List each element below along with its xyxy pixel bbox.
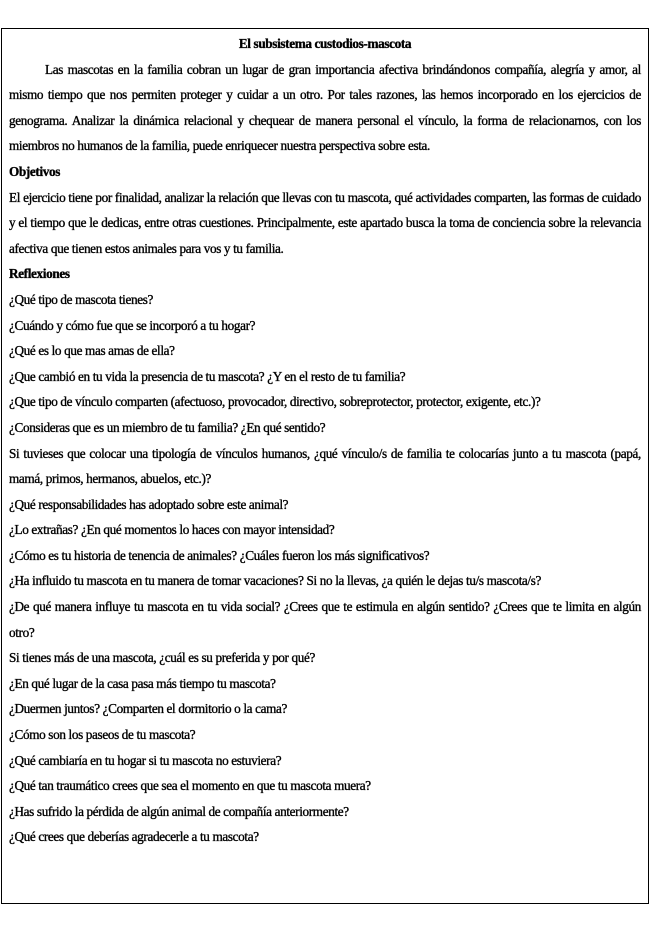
question-item: ¿Duermen juntos? ¿Comparten el dormitorio o la cama? [9,701,288,717]
question-item: ¿Cómo es tu historia de tenencia de animales? ¿Cuáles fueron los más significativos? [9,547,430,563]
question-item: ¿De qué manera influye tu mascota en tu vida social? ¿Crees que te estimula en algún sentido? ¿Crees que te limita en algún otro? [9,599,641,640]
objectives-paragraph: El ejercicio tiene por finalidad, analizar la relación que llevas con tu mascota, qué actividades comparten, las formas de cuidado y el tiempo que le dedicas, entre otras cuestiones. Principalmente, este apartado busca la toma de conciencia sobre la relevancia afectiva que tienen estos animales para vos y tu familia. [9,189,641,256]
question-item: ¿Que cambió en tu vida la presencia de tu mascota? ¿Y en el resto de tu familia? [9,368,406,384]
objectives-heading: Objetivos [9,163,61,179]
question-item: ¿Has sufrido la pérdida de algún animal de compañía anteriormente? [9,803,349,819]
question-item: ¿Qué tan traumático crees que sea el momento en que tu mascota muera? [9,778,371,794]
question-item: ¿Ha influido tu mascota en tu manera de tomar vacaciones? Si no la llevas, ¿a quién le dejas tu/s mascota/s? [9,573,541,589]
question-item: Si tuvieses que colocar una tipología de vínculos humanos, ¿qué vínculo/s de familia te colocarías junto a tu mascota (papá, mamá, primos, hermanos, abuelos, etc.)? [9,445,641,487]
questions-list [9,287,641,850]
question-item: ¿Qué crees que deberías agradecerle a tu mascota? [9,829,259,845]
question-item: ¿Cuándo y cómo fue que se incorporó a tu hogar? [9,317,256,333]
question-item: ¿Qué tipo de mascota tienes? [9,291,153,307]
question-item: ¿Cómo son los paseos de tu mascota? [9,727,196,743]
question-item: ¿Qué responsabilidades has adoptado sobre este animal? [9,496,289,512]
question-item: ¿En qué lugar de la casa pasa más tiempo tu mascota? [9,675,276,691]
question-item: ¿Lo extrañas? ¿En qué momentos lo haces con mayor intensidad? [9,522,335,538]
reflections-heading: Reflexiones [9,266,70,282]
intro-paragraph: Las mascotas en la familia cobran un lugar de gran importancia afectiva brindándonos compañía, alegría y amor, al mismo tiempo que nos permiten proteger y cuidar a un otro. Por tales razones, las hemos incorporado en los ejercicios de genograma. Analizar la dinámica relacional y chequear de manera personal el vínculo, la forma de relacionarnos, con los miembros no humanos de la familia, puede enriquecer nuestra perspectiva sobre esta. [9,61,641,154]
text-box [1,28,649,904]
question-item: ¿Que tipo de vínculo comparten (afectuoso, provocador, directivo, sobreprotector, protector, exigente, etc.)? [9,394,541,410]
question-item: ¿Consideras que es un miembro de tu familia? ¿En qué sentido? [9,419,326,435]
question-item: ¿Qué cambiaría en tu hogar si tu mascota no estuviera? [9,752,282,768]
document-title: El subsistema custodios-mascota [238,36,412,51]
question-item: ¿Qué es lo que mas amas de ella? [9,343,175,359]
question-item: Si tienes más de una mascota, ¿cuál es su preferida y por qué? [9,650,316,666]
